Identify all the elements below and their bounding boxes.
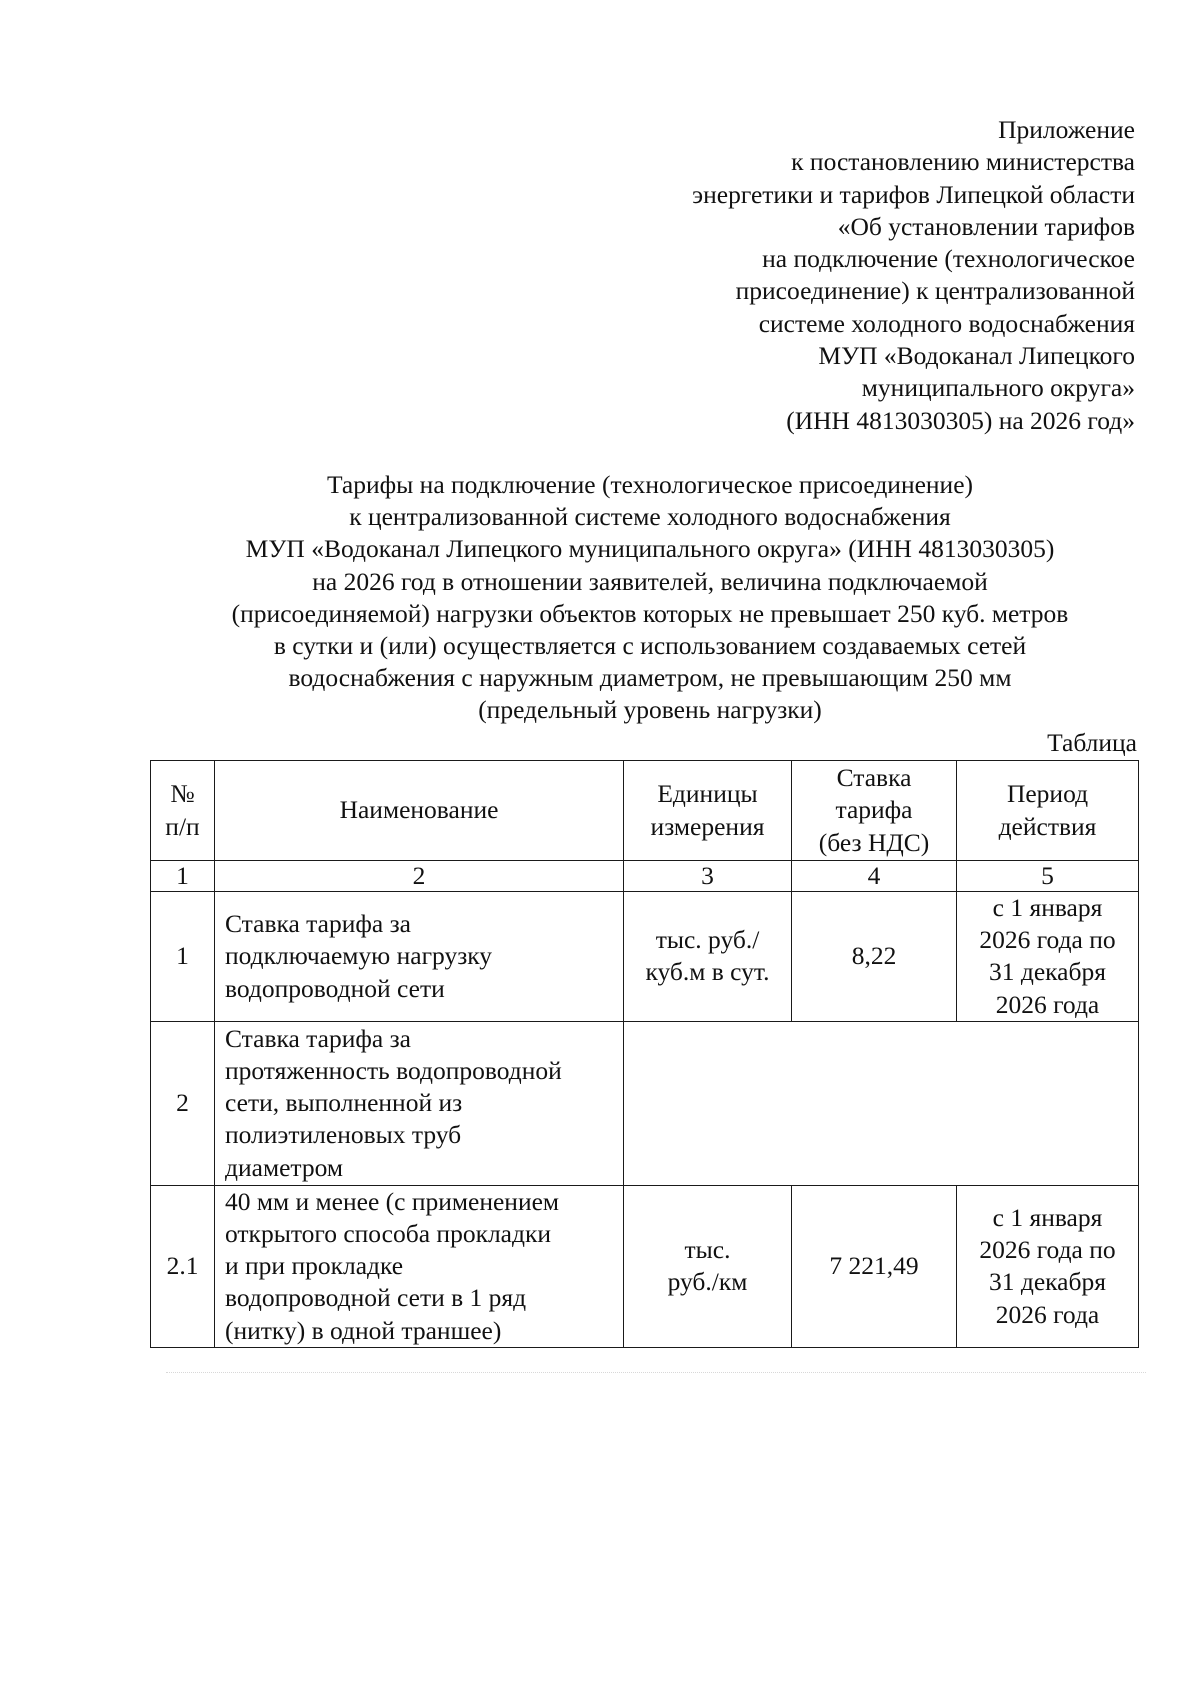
header-text: действия <box>998 811 1097 841</box>
row-name <box>215 1185 624 1347</box>
row-period-line: 2026 года по <box>979 1235 1116 1265</box>
column-number-row <box>151 861 1139 892</box>
column-number: 4 <box>792 861 957 892</box>
title-line: Тарифы на подключение (технологическое присоединение) <box>326 470 974 499</box>
row-rate: 8,22 <box>792 892 957 1022</box>
document-title <box>150 469 1150 727</box>
appendix-line: на подключение (технологическое <box>762 244 1135 274</box>
row-number: 2 <box>151 1021 215 1185</box>
header-text: Единицы <box>657 779 758 809</box>
column-number: 5 <box>957 861 1139 892</box>
header-text: Наименование <box>339 795 499 825</box>
row-name-line: открытого способа прокладки <box>225 1219 552 1249</box>
title-line: водоснабжения с наружным диаметром, не превышающим 250 мм <box>288 663 1012 693</box>
row-unit-line: тыс. <box>684 1235 731 1265</box>
row-name-line: диаметром <box>225 1152 343 1182</box>
appendix-line: МУП «Водоканал Липецкого <box>818 341 1135 371</box>
row-period <box>957 1185 1139 1347</box>
appendix-line: присоединение) к централизованной <box>735 276 1135 306</box>
table-row <box>151 1185 1139 1347</box>
row-number: 1 <box>151 892 215 1022</box>
row-name-line: Ставка тарифа за <box>225 1023 411 1053</box>
tariff-table <box>150 760 1139 1348</box>
table-caption: Таблица <box>1047 728 1137 757</box>
row-rate: 7 221,49 <box>792 1185 957 1347</box>
row-unit-line: тыс. руб./ <box>655 925 760 955</box>
row-period <box>957 892 1139 1022</box>
row-period-line: 2026 года по <box>979 925 1116 955</box>
appendix-block <box>575 114 1135 437</box>
header-text: измерения <box>650 811 765 841</box>
header-cell-name <box>215 761 624 861</box>
row-name-line: подключаемую нагрузку <box>225 941 493 971</box>
header-cell-period <box>957 761 1139 861</box>
row-unit <box>624 1185 792 1347</box>
appendix-line: (ИНН 4813030305) на 2026 год» <box>786 405 1135 435</box>
row-unit <box>624 892 792 1022</box>
header-cell-number <box>151 761 215 861</box>
title-line: МУП «Водоканал Липецкого муниципального округа» (ИНН 4813030305) <box>245 534 1055 564</box>
row-name <box>215 892 624 1022</box>
header-text: Ставка <box>836 763 912 793</box>
title-line: на 2026 год в отношении заявителей, величина подключаемой <box>312 566 988 596</box>
title-line: (предельный уровень нагрузки) <box>478 695 822 725</box>
row-period-line: 31 декабря <box>989 1267 1106 1297</box>
row-period-line: 31 декабря <box>989 957 1106 987</box>
title-line: (присоединяемой) нагрузки объектов которых не превышает 250 куб. метров <box>231 598 1069 628</box>
appendix-line: муниципального округа» <box>861 373 1135 403</box>
column-number: 1 <box>151 861 215 892</box>
row-name-line: Ставка тарифа за <box>225 909 411 939</box>
row-name-line: 40 мм и менее (с применением <box>225 1186 560 1216</box>
row-name-line: сети, выполненной из <box>225 1088 463 1118</box>
row-name-line: (нитку) в одной траншее) <box>225 1315 502 1345</box>
row-unit-line: куб.м в сут. <box>645 957 770 987</box>
row-empty-merged-cell <box>624 1021 1139 1185</box>
header-text: (без НДС) <box>818 827 930 857</box>
row-period-line: с 1 января <box>992 1202 1103 1232</box>
row-name-line: водопроводной сети <box>225 973 445 1003</box>
title-line: к централизованной системе холодного водоснабжения <box>349 502 951 532</box>
row-unit-line: руб./км <box>667 1267 748 1297</box>
appendix-line: системе холодного водоснабжения <box>758 308 1135 338</box>
row-number: 2.1 <box>151 1185 215 1347</box>
row-name <box>215 1021 624 1185</box>
table-header-row <box>151 761 1139 861</box>
column-number: 2 <box>215 861 624 892</box>
header-text: № <box>170 779 195 809</box>
header-text: п/п <box>165 811 200 841</box>
title-line: в сутки и (или) осуществляется с использованием создаваемых сетей <box>273 631 1027 661</box>
row-name-line: водопроводной сети в 1 ряд <box>225 1283 527 1313</box>
header-cell-rate <box>792 761 957 861</box>
row-name-line: полиэтиленовых труб <box>225 1120 462 1150</box>
column-number: 3 <box>624 861 792 892</box>
row-name-line: и при прокладке <box>225 1251 404 1281</box>
row-period-line: 2026 года <box>995 1299 1100 1329</box>
header-text: Период <box>1006 779 1089 809</box>
row-name-line: протяженность водопроводной <box>225 1056 562 1085</box>
row-period-line: 2026 года <box>995 989 1100 1019</box>
appendix-line: «Об установлении тарифов <box>837 211 1135 241</box>
table-row <box>151 1021 1139 1185</box>
appendix-line: энергетики и тарифов Липецкой области <box>692 179 1135 209</box>
header-text: тарифа <box>835 795 913 825</box>
scan-artifact-divider <box>166 1372 1146 1374</box>
table-row <box>151 892 1139 1022</box>
appendix-line: к постановлению министерства <box>791 147 1135 177</box>
header-cell-units <box>624 761 792 861</box>
row-period-line: с 1 января <box>992 893 1103 922</box>
appendix-line: Приложение <box>998 115 1135 144</box>
